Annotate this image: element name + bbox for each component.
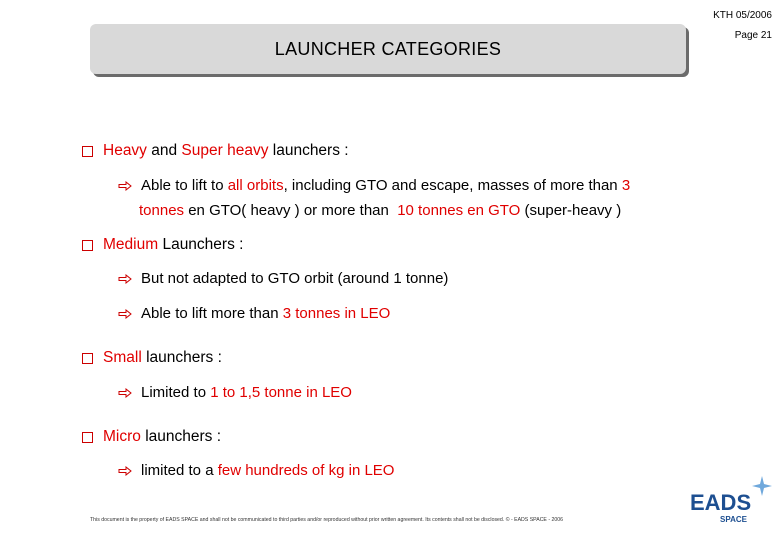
super-heavy-label: Super heavy [181,142,269,159]
sub-heavy-1-cont [139,202,621,219]
text-highlight: 10 tonnes en GTO [397,202,521,219]
text-launchers: launchers : [140,428,222,445]
bullet-small [82,349,222,367]
page-number: Page 21 [734,30,772,41]
arrow-right-icon [118,309,132,319]
micro-label: Micro [103,428,141,445]
header-date: KTH 05/2006 [713,10,772,21]
text-highlight: 3 [621,177,631,194]
text-segment: en GTO( heavy ) or more than [184,202,398,219]
bullet-heavy [82,142,349,160]
heavy-label: Heavy [103,142,147,159]
text-segment: Able to lift to [141,177,228,194]
text-highlight: few hundreds of kg in LEO [217,462,395,479]
text-highlight: 3 tonnes in LEO [282,305,391,322]
sub-medium-2 [118,305,390,322]
arrow-right-icon [118,274,132,284]
sub-heavy-1 [118,177,630,194]
text-segment: Able to lift more than [141,305,283,322]
eads-space-logo [686,470,772,530]
text-segment: , including GTO and escape, masses of more than [283,177,622,194]
small-label: Small [103,349,142,366]
text-highlight: 1 to 1,5 tonne in LEO [210,384,352,401]
text-launchers: Launchers : [158,236,244,253]
text-segment: limited to a [141,462,218,479]
text-highlight: tonnes [139,202,185,219]
text-and: and [146,142,182,159]
square-bullet-icon [82,432,93,443]
arrow-right-icon [118,466,132,476]
text-launchers: launchers : [141,349,222,366]
star-icon [752,476,772,496]
footer-disclaimer: This document is the property of EADS SPACE and shall not be communicated to third parties and/or reproduced without prior written agreement. Its contents shall not be disclosed. © - EADS SPACE - 2006 [90,517,564,523]
arrow-right-icon [118,388,132,398]
bullet-medium [82,236,243,254]
sub-medium-1 [118,270,448,287]
text-highlight: all orbits [227,177,284,194]
logo-name: EADS [690,490,752,515]
medium-label: Medium [103,236,159,253]
sub-micro-1 [118,462,394,479]
sub-small-1 [118,384,352,401]
arrow-right-icon [118,181,132,191]
text-segment: (super-heavy ) [520,202,622,219]
square-bullet-icon [82,353,93,364]
slide-title: LAUNCHER CATEGORIES [274,38,502,59]
bullet-micro [82,428,221,446]
square-bullet-icon [82,146,93,157]
text-launchers: launchers : [268,142,349,159]
square-bullet-icon [82,240,93,251]
logo-sub: SPACE [720,515,747,524]
slide-title-box [90,24,686,74]
text-segment: Limited to [141,384,211,401]
text-segment: But not adapted to GTO orbit (around 1 tonne) [141,270,449,287]
